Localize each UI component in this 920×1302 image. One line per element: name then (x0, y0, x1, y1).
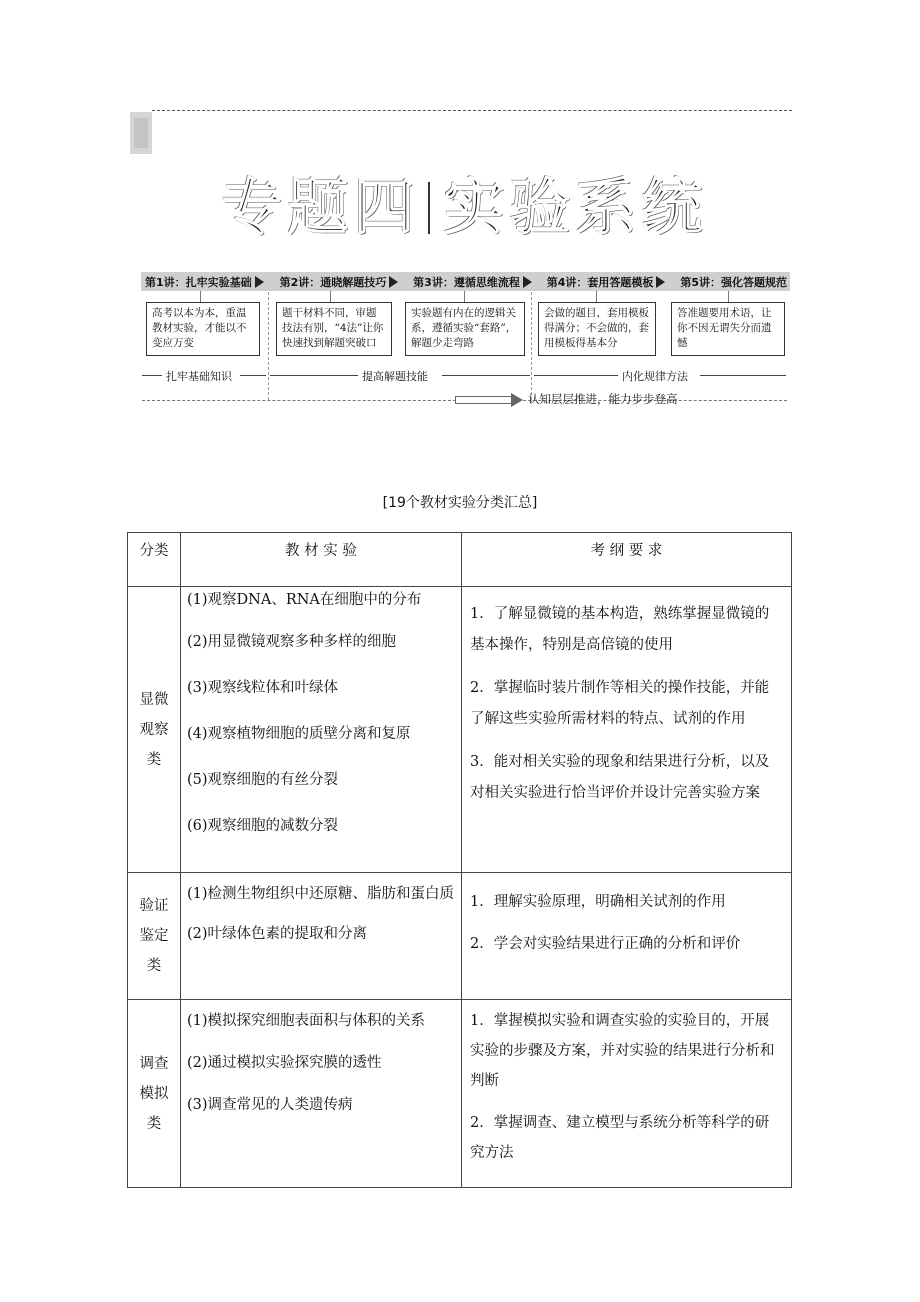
title-separator (428, 182, 430, 234)
requirements-cell: 1．了解显微镜的基本构造，熟练掌握显微镜的基本操作，特别是高倍镜的使用 2．掌握临时装片制作等相关的操作技能，并能了解这些实验所需材料的特点、试剂的作用 3．能对相关实验的现象和结果进行分析，以及对相关实验进行恰当评价并设计完善实验方案 (462, 587, 792, 873)
lecture-5: 第5讲：强化答题规范 (680, 275, 788, 289)
lecture-3-desc: 实验题有内在的逻辑关系，遵循实验“套路”，解题少走弯路 (405, 302, 525, 356)
requirements-cell: 1．掌握模拟实验和调查实验的实验目的，开展实验的步骤及方案，并对实验的结果进行分析和判断 2．掌握调查、建立模型与系统分析等科学的研究方法 (462, 1000, 792, 1188)
lecture-4: 第4讲：套用答题模板 (544, 274, 678, 290)
progress-arrow-icon (455, 396, 514, 404)
header-category: 分类 (128, 533, 181, 587)
progress-slogan: 认知层层推进，能力步步登高 (528, 392, 678, 406)
flow-methods: 内化规律方法 (622, 370, 688, 383)
lecture-3: 第3讲：遵循思维流程 (410, 274, 544, 290)
lecture-5-desc: 答准题要用术语，让你不因无谓失分而遗憾 (671, 302, 785, 356)
experiment-table (127, 532, 792, 1188)
table-header-row (128, 533, 792, 587)
experiments-cell: (1)检测生物组织中还原糖、脂肪和蛋白质 (2)叶绿体色素的提取和分离 (181, 873, 462, 1000)
header-requirements: 考 纲 要 求 (462, 533, 792, 587)
table-row (128, 1000, 792, 1188)
requirements-cell: 1．理解实验原理，明确相关试剂的作用 2．学会对实验结果进行正确的分析和评价 (462, 873, 792, 1000)
lecture-bar (141, 272, 790, 291)
chapter-name: 实验系统 (444, 173, 708, 243)
corner-decoration-inner (134, 118, 148, 148)
table-row (128, 873, 792, 1000)
table-row (128, 587, 792, 873)
header-experiments: 教 材 实 验 (181, 533, 462, 587)
category-cell: 显微 观察 类 (128, 587, 181, 873)
lecture-4-desc: 会做的题目，套用模板得满分；不会做的，套用模板得基本分 (538, 302, 656, 356)
lecture-1: 第1讲：扎牢实验基础 (141, 274, 277, 290)
lecture-2: 第2讲：通晓解题技巧 (277, 274, 411, 290)
chapter-title (222, 160, 708, 246)
arrow-right-icon (523, 276, 532, 288)
top-dashed-rule (152, 110, 792, 111)
lecture-1-desc: 高考以本为本，重温教材实验，才能以不变应万变 (146, 302, 260, 356)
experiments-cell: (1)观察DNA、RNA在细胞中的分布 (2)用显微镜观察多种多样的细胞 (3)观察线粒体和叶绿体 (4)观察植物细胞的质壁分离和复原 (5)观察细胞的有丝分裂 (6)观察细胞的减数分裂 (181, 587, 462, 873)
arrow-right-icon (656, 276, 665, 288)
chapter-number: 专题四 (222, 173, 420, 243)
category-cell: 调查 模拟 类 (128, 1000, 181, 1188)
flow-basic: 扎牢基础知识 (166, 370, 232, 383)
arrow-right-icon (389, 276, 398, 288)
lecture-2-desc: 题干材料不同，审题技法有别，“4法”让你快速找到解题突破口 (276, 302, 392, 356)
experiments-cell: (1)模拟探究细胞表面积与体积的关系 (2)通过模拟实验探究膜的透性 (3)调查常见的人类遗传病 (181, 1000, 462, 1188)
section-title: [19个教材实验分类汇总] (382, 495, 538, 511)
category-cell: 验证 鉴定 类 (128, 873, 181, 1000)
flow-skills: 提高解题技能 (362, 370, 428, 383)
arrow-right-icon (255, 276, 264, 288)
